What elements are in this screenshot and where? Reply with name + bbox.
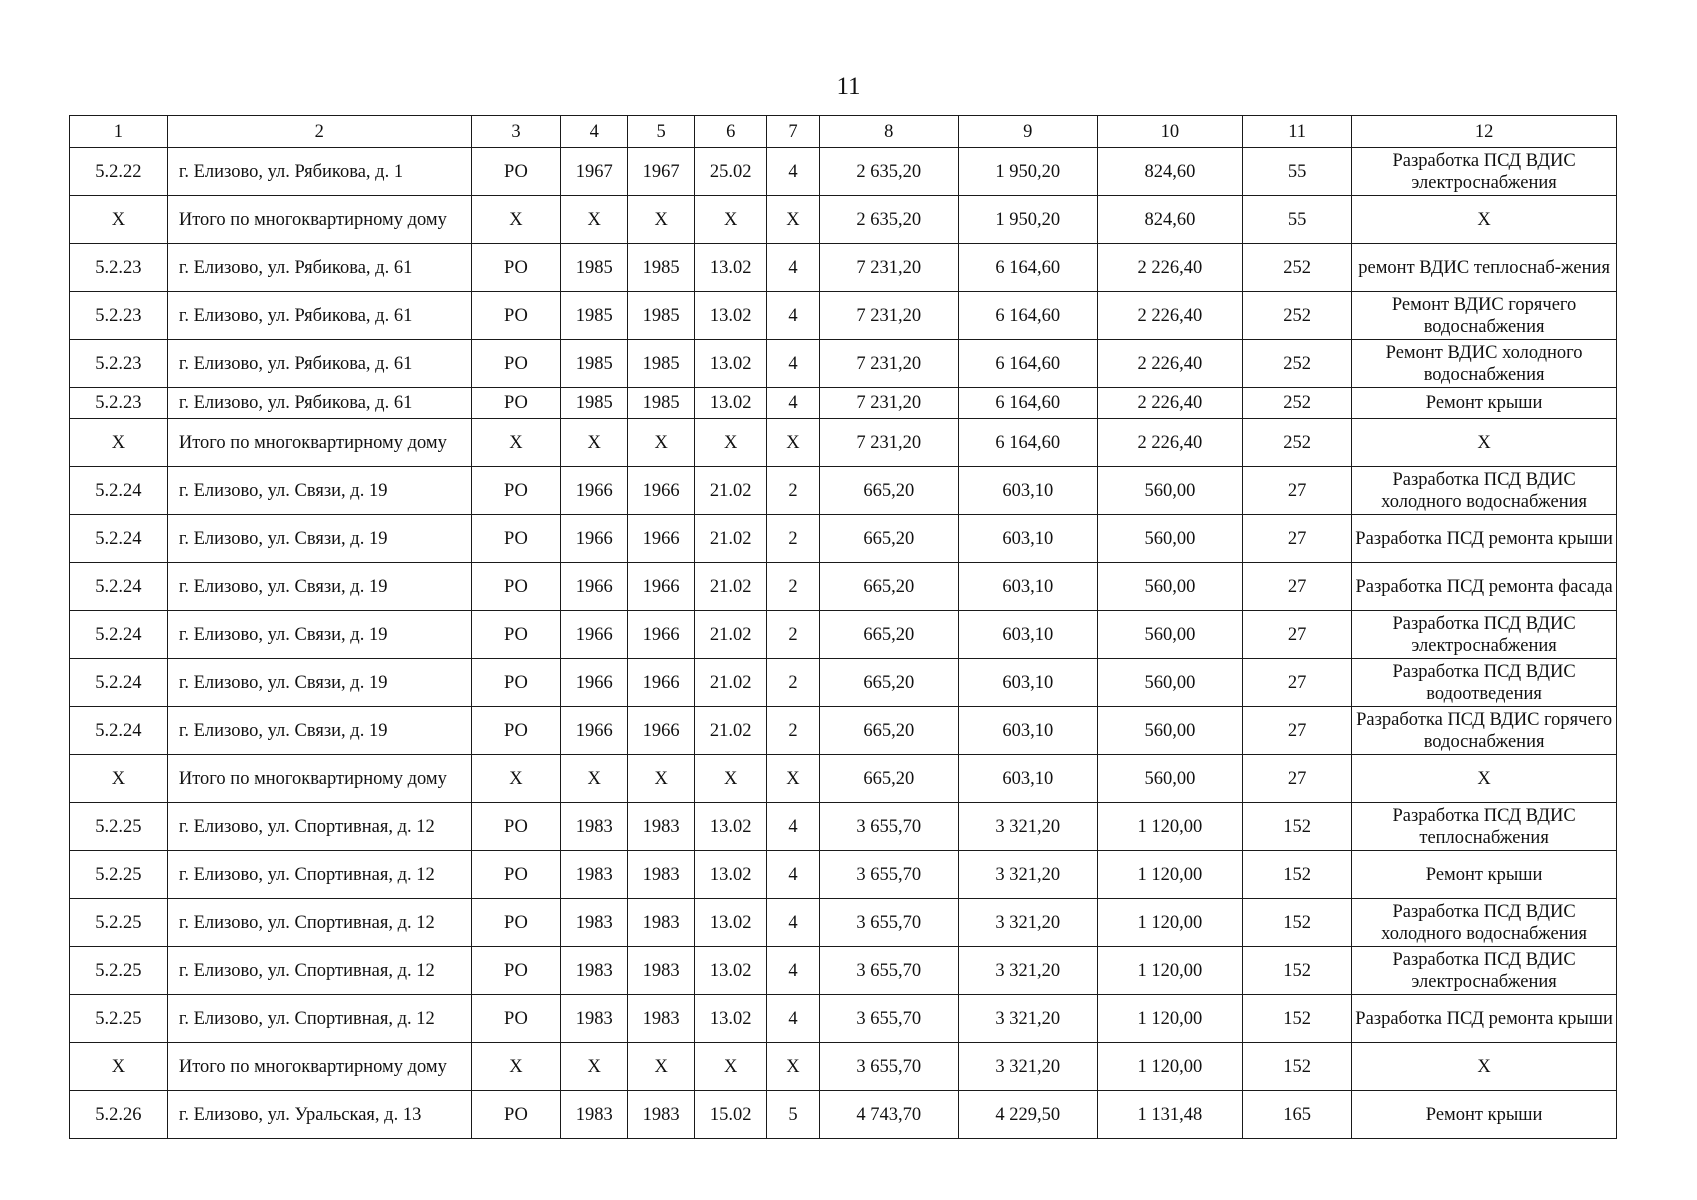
residents-cell: 152 <box>1243 851 1352 899</box>
year-cell-b: 1985 <box>628 388 695 419</box>
code-cell: 13.02 <box>695 244 767 292</box>
code-cell: 13.02 <box>695 851 767 899</box>
address-cell: г. Елизово, ул. Связи, д. 19 <box>167 611 471 659</box>
total-area-cell: 4 743,70 <box>819 1091 958 1139</box>
residents-cell: 27 <box>1243 659 1352 707</box>
work-type-cell: Разработка ПСД ВДИС водоотведения <box>1352 659 1617 707</box>
floors-cell: 2 <box>767 467 820 515</box>
code-cell: Х <box>695 196 767 244</box>
residents-cell: 27 <box>1243 611 1352 659</box>
work-type-cell: Ремонт ВДИС горячего водоснабжения <box>1352 292 1617 340</box>
year-cell-b: 1966 <box>628 659 695 707</box>
table-row <box>70 851 1617 899</box>
year-cell-b: 1985 <box>628 244 695 292</box>
year-cell-b: 1966 <box>628 563 695 611</box>
table-row <box>70 611 1617 659</box>
work-type-cell: Разработка ПСД ремонта крыши <box>1352 995 1617 1043</box>
common-area-cell: 560,00 <box>1097 515 1242 563</box>
row-number-cell: 5.2.25 <box>70 803 168 851</box>
floors-cell: 4 <box>767 899 820 947</box>
address-cell: г. Елизово, ул. Рябикова, д. 61 <box>167 388 471 419</box>
floors-cell: 4 <box>767 148 820 196</box>
row-number-cell: 5.2.24 <box>70 707 168 755</box>
year-cell-b: 1966 <box>628 467 695 515</box>
work-type-cell: Разработка ПСД ремонта крыши <box>1352 515 1617 563</box>
common-area-cell: 560,00 <box>1097 467 1242 515</box>
address-cell: г. Елизово, ул. Рябикова, д. 1 <box>167 148 471 196</box>
table-row <box>70 563 1617 611</box>
floors-cell: 4 <box>767 340 820 388</box>
table-row <box>70 659 1617 707</box>
year-cell-b: 1983 <box>628 995 695 1043</box>
code-cell: 13.02 <box>695 995 767 1043</box>
row-number-cell: 5.2.24 <box>70 515 168 563</box>
code-cell: 21.02 <box>695 467 767 515</box>
residents-cell: 27 <box>1243 467 1352 515</box>
row-number-cell: 5.2.25 <box>70 899 168 947</box>
owner-type-cell: РО <box>471 563 561 611</box>
owner-type-cell: Х <box>471 1043 561 1091</box>
floors-cell: 4 <box>767 388 820 419</box>
total-area-cell: 665,20 <box>819 515 958 563</box>
living-area-cell: 603,10 <box>958 515 1097 563</box>
owner-type-cell: РО <box>471 467 561 515</box>
code-cell: 13.02 <box>695 340 767 388</box>
residents-cell: 165 <box>1243 1091 1352 1139</box>
living-area-cell: 1 950,20 <box>958 196 1097 244</box>
work-type-cell: Разработка ПСД ВДИС холодного водоснабжения <box>1352 899 1617 947</box>
total-area-cell: 3 655,70 <box>819 947 958 995</box>
living-area-cell: 3 321,20 <box>958 851 1097 899</box>
code-cell: 13.02 <box>695 947 767 995</box>
total-area-cell: 2 635,20 <box>819 196 958 244</box>
owner-type-cell: РО <box>471 244 561 292</box>
residents-cell: 27 <box>1243 755 1352 803</box>
column-header: 3 <box>471 116 561 148</box>
code-cell: 25.02 <box>695 148 767 196</box>
year-cell-a: 1966 <box>561 467 628 515</box>
code-cell: 13.02 <box>695 292 767 340</box>
column-header: 12 <box>1352 116 1617 148</box>
table-row <box>70 196 1617 244</box>
common-area-cell: 2 226,40 <box>1097 244 1242 292</box>
total-area-cell: 3 655,70 <box>819 851 958 899</box>
living-area-cell: 603,10 <box>958 563 1097 611</box>
residents-cell: 252 <box>1243 340 1352 388</box>
work-type-cell: Ремонт крыши <box>1352 851 1617 899</box>
work-type-cell: Х <box>1352 419 1617 467</box>
owner-type-cell: РО <box>471 659 561 707</box>
year-cell-a: 1985 <box>561 340 628 388</box>
common-area-cell: 2 226,40 <box>1097 388 1242 419</box>
common-area-cell: 1 120,00 <box>1097 1043 1242 1091</box>
common-area-cell: 560,00 <box>1097 611 1242 659</box>
floors-cell: Х <box>767 419 820 467</box>
floors-cell: 4 <box>767 803 820 851</box>
row-number-cell: 5.2.23 <box>70 340 168 388</box>
living-area-cell: 603,10 <box>958 755 1097 803</box>
common-area-cell: 1 120,00 <box>1097 899 1242 947</box>
residents-cell: 55 <box>1243 196 1352 244</box>
total-area-cell: 7 231,20 <box>819 244 958 292</box>
common-area-cell: 1 131,48 <box>1097 1091 1242 1139</box>
owner-type-cell: РО <box>471 515 561 563</box>
row-number-cell: Х <box>70 755 168 803</box>
year-cell-a: Х <box>561 196 628 244</box>
residents-cell: 252 <box>1243 419 1352 467</box>
table-row <box>70 1091 1617 1139</box>
floors-cell: 4 <box>767 244 820 292</box>
year-cell-a: Х <box>561 419 628 467</box>
address-cell: г. Елизово, ул. Спортивная, д. 12 <box>167 803 471 851</box>
owner-type-cell: РО <box>471 148 561 196</box>
floors-cell: Х <box>767 1043 820 1091</box>
owner-type-cell: РО <box>471 851 561 899</box>
row-number-cell: 5.2.24 <box>70 563 168 611</box>
owner-type-cell: РО <box>471 611 561 659</box>
row-number-cell: 5.2.23 <box>70 388 168 419</box>
code-cell: Х <box>695 419 767 467</box>
year-cell-a: 1985 <box>561 244 628 292</box>
living-area-cell: 603,10 <box>958 467 1097 515</box>
year-cell-a: 1983 <box>561 803 628 851</box>
total-area-cell: 3 655,70 <box>819 803 958 851</box>
year-cell-a: 1966 <box>561 611 628 659</box>
floors-cell: 5 <box>767 1091 820 1139</box>
owner-type-cell: РО <box>471 947 561 995</box>
column-header: 5 <box>628 116 695 148</box>
floors-cell: 2 <box>767 515 820 563</box>
living-area-cell: 6 164,60 <box>958 244 1097 292</box>
year-cell-b: Х <box>628 419 695 467</box>
year-cell-b: Х <box>628 196 695 244</box>
row-number-cell: 5.2.24 <box>70 611 168 659</box>
row-number-cell: Х <box>70 1043 168 1091</box>
living-area-cell: 6 164,60 <box>958 340 1097 388</box>
row-number-cell: 5.2.25 <box>70 947 168 995</box>
code-cell: 21.02 <box>695 611 767 659</box>
table-row <box>70 995 1617 1043</box>
year-cell-b: 1966 <box>628 707 695 755</box>
work-type-cell: Ремонт крыши <box>1352 388 1617 419</box>
owner-type-cell: РО <box>471 388 561 419</box>
floors-cell: 2 <box>767 611 820 659</box>
year-cell-a: 1983 <box>561 851 628 899</box>
floors-cell: 2 <box>767 563 820 611</box>
column-header: 7 <box>767 116 820 148</box>
year-cell-b: 1985 <box>628 340 695 388</box>
owner-type-cell: Х <box>471 419 561 467</box>
residents-cell: 152 <box>1243 995 1352 1043</box>
row-number-cell: 5.2.25 <box>70 851 168 899</box>
address-cell: г. Елизово, ул. Спортивная, д. 12 <box>167 851 471 899</box>
total-area-cell: 7 231,20 <box>819 388 958 419</box>
year-cell-b: 1983 <box>628 947 695 995</box>
code-cell: 15.02 <box>695 1091 767 1139</box>
code-cell: Х <box>695 755 767 803</box>
living-area-cell: 603,10 <box>958 611 1097 659</box>
row-number-cell: 5.2.22 <box>70 148 168 196</box>
year-cell-a: 1967 <box>561 148 628 196</box>
common-area-cell: 824,60 <box>1097 196 1242 244</box>
work-type-cell: Разработка ПСД ВДИС горячего водоснабжения <box>1352 707 1617 755</box>
table-row <box>70 419 1617 467</box>
address-cell: г. Елизово, ул. Рябикова, д. 61 <box>167 244 471 292</box>
total-area-cell: 3 655,70 <box>819 995 958 1043</box>
work-type-cell: Х <box>1352 196 1617 244</box>
common-area-cell: 560,00 <box>1097 563 1242 611</box>
year-cell-b: Х <box>628 755 695 803</box>
code-cell: 13.02 <box>695 899 767 947</box>
year-cell-a: 1985 <box>561 388 628 419</box>
owner-type-cell: РО <box>471 292 561 340</box>
address-cell: г. Елизово, ул. Уральская, д. 13 <box>167 1091 471 1139</box>
row-number-cell: Х <box>70 419 168 467</box>
total-area-cell: 665,20 <box>819 659 958 707</box>
column-header: 10 <box>1097 116 1242 148</box>
column-number-row <box>70 116 1617 148</box>
table-row <box>70 1043 1617 1091</box>
year-cell-a: Х <box>561 755 628 803</box>
living-area-cell: 6 164,60 <box>958 419 1097 467</box>
common-area-cell: 1 120,00 <box>1097 803 1242 851</box>
year-cell-b: 1983 <box>628 1091 695 1139</box>
living-area-cell: 6 164,60 <box>958 292 1097 340</box>
living-area-cell: 6 164,60 <box>958 388 1097 419</box>
year-cell-a: 1966 <box>561 563 628 611</box>
total-area-cell: 7 231,20 <box>819 340 958 388</box>
table-row <box>70 148 1617 196</box>
floors-cell: 2 <box>767 707 820 755</box>
living-area-cell: 1 950,20 <box>958 148 1097 196</box>
living-area-cell: 4 229,50 <box>958 1091 1097 1139</box>
column-header: 6 <box>695 116 767 148</box>
owner-type-cell: РО <box>471 803 561 851</box>
address-cell: Итого по многоквартирному дому <box>167 196 471 244</box>
total-area-cell: 665,20 <box>819 563 958 611</box>
page-number: 11 <box>836 73 861 100</box>
residents-cell: 152 <box>1243 1043 1352 1091</box>
code-cell: 21.02 <box>695 515 767 563</box>
address-cell: г. Елизово, ул. Связи, д. 19 <box>167 515 471 563</box>
code-cell: 21.02 <box>695 659 767 707</box>
common-area-cell: 1 120,00 <box>1097 947 1242 995</box>
floors-cell: 4 <box>767 851 820 899</box>
address-cell: г. Елизово, ул. Связи, д. 19 <box>167 707 471 755</box>
common-area-cell: 824,60 <box>1097 148 1242 196</box>
total-area-cell: 665,20 <box>819 611 958 659</box>
year-cell-b: 1983 <box>628 899 695 947</box>
address-cell: г. Елизово, ул. Спортивная, д. 12 <box>167 947 471 995</box>
column-header: 8 <box>819 116 958 148</box>
floors-cell: 4 <box>767 947 820 995</box>
table-row <box>70 340 1617 388</box>
total-area-cell: 7 231,20 <box>819 292 958 340</box>
total-area-cell: 3 655,70 <box>819 899 958 947</box>
address-cell: Итого по многоквартирному дому <box>167 419 471 467</box>
living-area-cell: 603,10 <box>958 707 1097 755</box>
residents-cell: 252 <box>1243 244 1352 292</box>
total-area-cell: 7 231,20 <box>819 419 958 467</box>
table-row <box>70 755 1617 803</box>
owner-type-cell: РО <box>471 899 561 947</box>
address-cell: г. Елизово, ул. Рябикова, д. 61 <box>167 292 471 340</box>
common-area-cell: 2 226,40 <box>1097 419 1242 467</box>
common-area-cell: 1 120,00 <box>1097 851 1242 899</box>
year-cell-b: 1967 <box>628 148 695 196</box>
address-cell: Итого по многоквартирному дому <box>167 755 471 803</box>
work-type-cell: Ремонт крыши <box>1352 1091 1617 1139</box>
residents-cell: 152 <box>1243 803 1352 851</box>
column-header: 1 <box>70 116 168 148</box>
code-cell: 13.02 <box>695 803 767 851</box>
floors-cell: Х <box>767 196 820 244</box>
floors-cell: 2 <box>767 659 820 707</box>
common-area-cell: 2 226,40 <box>1097 292 1242 340</box>
column-header: 4 <box>561 116 628 148</box>
work-type-cell: Ремонт ВДИС холодного водоснабжения <box>1352 340 1617 388</box>
row-number-cell: 5.2.24 <box>70 467 168 515</box>
owner-type-cell: Х <box>471 196 561 244</box>
row-number-cell: 5.2.25 <box>70 995 168 1043</box>
year-cell-b: 1985 <box>628 292 695 340</box>
work-type-cell: Разработка ПСД ВДИС электроснабжения <box>1352 148 1617 196</box>
year-cell-a: 1983 <box>561 995 628 1043</box>
table-row <box>70 388 1617 419</box>
work-type-cell: Разработка ПСД ВДИС теплоснабжения <box>1352 803 1617 851</box>
common-area-cell: 560,00 <box>1097 707 1242 755</box>
address-cell: г. Елизово, ул. Спортивная, д. 12 <box>167 899 471 947</box>
table-row <box>70 899 1617 947</box>
address-cell: г. Елизово, ул. Связи, д. 19 <box>167 563 471 611</box>
table-row <box>70 292 1617 340</box>
total-area-cell: 665,20 <box>819 707 958 755</box>
living-area-cell: 3 321,20 <box>958 1043 1097 1091</box>
row-number-cell: 5.2.23 <box>70 244 168 292</box>
row-number-cell: 5.2.26 <box>70 1091 168 1139</box>
living-area-cell: 3 321,20 <box>958 803 1097 851</box>
table-row <box>70 515 1617 563</box>
common-area-cell: 1 120,00 <box>1097 995 1242 1043</box>
owner-type-cell: РО <box>471 707 561 755</box>
work-type-cell: Х <box>1352 1043 1617 1091</box>
residents-cell: 252 <box>1243 388 1352 419</box>
owner-type-cell: РО <box>471 340 561 388</box>
residents-cell: 27 <box>1243 563 1352 611</box>
row-number-cell: Х <box>70 196 168 244</box>
residents-cell: 55 <box>1243 148 1352 196</box>
total-area-cell: 3 655,70 <box>819 1043 958 1091</box>
year-cell-b: Х <box>628 1043 695 1091</box>
year-cell-b: 1983 <box>628 803 695 851</box>
column-header: 9 <box>958 116 1097 148</box>
floors-cell: 4 <box>767 995 820 1043</box>
work-type-cell: Разработка ПСД ремонта фасада <box>1352 563 1617 611</box>
residents-cell: 27 <box>1243 515 1352 563</box>
owner-type-cell: РО <box>471 1091 561 1139</box>
work-type-cell: ремонт ВДИС теплоснаб-жения <box>1352 244 1617 292</box>
address-cell: г. Елизово, ул. Связи, д. 19 <box>167 659 471 707</box>
address-cell: г. Елизово, ул. Рябикова, д. 61 <box>167 340 471 388</box>
year-cell-a: 1983 <box>561 947 628 995</box>
row-number-cell: 5.2.23 <box>70 292 168 340</box>
year-cell-a: 1966 <box>561 515 628 563</box>
code-cell: 13.02 <box>695 388 767 419</box>
table-row <box>70 803 1617 851</box>
column-header: 2 <box>167 116 471 148</box>
repair-registry-table <box>69 115 1617 1139</box>
year-cell-a: 1966 <box>561 707 628 755</box>
year-cell-b: 1966 <box>628 515 695 563</box>
year-cell-b: 1983 <box>628 851 695 899</box>
column-header: 11 <box>1243 116 1352 148</box>
common-area-cell: 560,00 <box>1097 659 1242 707</box>
total-area-cell: 665,20 <box>819 755 958 803</box>
floors-cell: 4 <box>767 292 820 340</box>
work-type-cell: Разработка ПСД ВДИС электроснабжения <box>1352 611 1617 659</box>
residents-cell: 152 <box>1243 899 1352 947</box>
year-cell-a: 1983 <box>561 899 628 947</box>
address-cell: г. Елизово, ул. Спортивная, д. 12 <box>167 995 471 1043</box>
code-cell: Х <box>695 1043 767 1091</box>
living-area-cell: 603,10 <box>958 659 1097 707</box>
common-area-cell: 2 226,40 <box>1097 340 1242 388</box>
year-cell-b: 1966 <box>628 611 695 659</box>
code-cell: 21.02 <box>695 707 767 755</box>
residents-cell: 27 <box>1243 707 1352 755</box>
table-row <box>70 244 1617 292</box>
year-cell-a: 1966 <box>561 659 628 707</box>
table-row <box>70 707 1617 755</box>
owner-type-cell: Х <box>471 755 561 803</box>
row-number-cell: 5.2.24 <box>70 659 168 707</box>
table-row <box>70 467 1617 515</box>
table-row <box>70 947 1617 995</box>
work-type-cell: Разработка ПСД ВДИС электроснабжения <box>1352 947 1617 995</box>
total-area-cell: 665,20 <box>819 467 958 515</box>
common-area-cell: 560,00 <box>1097 755 1242 803</box>
residents-cell: 252 <box>1243 292 1352 340</box>
work-type-cell: Разработка ПСД ВДИС холодного водоснабжения <box>1352 467 1617 515</box>
address-cell: Итого по многоквартирному дому <box>167 1043 471 1091</box>
work-type-cell: Х <box>1352 755 1617 803</box>
living-area-cell: 3 321,20 <box>958 995 1097 1043</box>
residents-cell: 152 <box>1243 947 1352 995</box>
code-cell: 21.02 <box>695 563 767 611</box>
floors-cell: Х <box>767 755 820 803</box>
table-body <box>70 148 1617 1139</box>
year-cell-a: Х <box>561 1043 628 1091</box>
living-area-cell: 3 321,20 <box>958 947 1097 995</box>
address-cell: г. Елизово, ул. Связи, д. 19 <box>167 467 471 515</box>
living-area-cell: 3 321,20 <box>958 899 1097 947</box>
total-area-cell: 2 635,20 <box>819 148 958 196</box>
year-cell-a: 1985 <box>561 292 628 340</box>
year-cell-a: 1983 <box>561 1091 628 1139</box>
owner-type-cell: РО <box>471 995 561 1043</box>
